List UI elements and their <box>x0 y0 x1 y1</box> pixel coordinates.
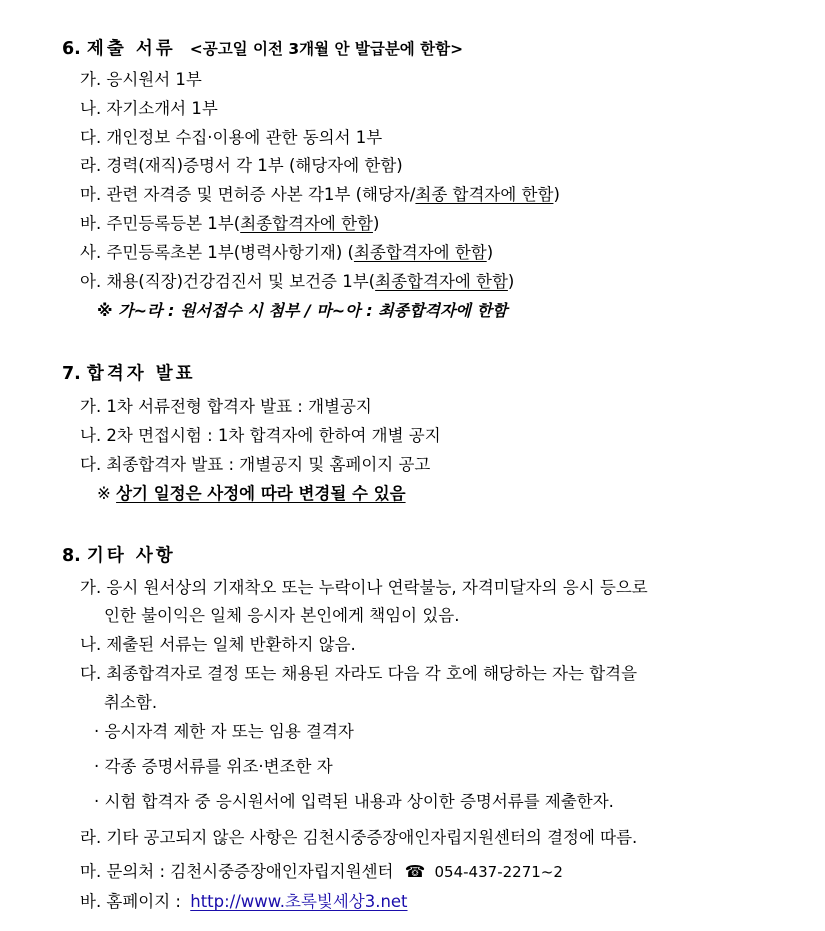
list-item: 다. 최종합격자로 결정 또는 채용된 자라도 다음 각 호에 해당하는 자는 합격을 <box>80 664 638 683</box>
list-item: 나. 제출된 서류는 일체 반환하지 않음. <box>80 635 356 654</box>
list-item: 가. 1차 서류전형 합격자 발표 : 개별공지 <box>80 397 372 416</box>
list-item-text: ) <box>507 272 515 291</box>
list-item: 다. 최종합격자 발표 : 개별공지 및 홈페이지 공고 <box>80 455 431 474</box>
list-item-continuation: 인한 불이익은 일체 응시자 본인에게 책임이 있음. <box>104 606 460 625</box>
list-item-underlined: 최종합격자에 한함 <box>375 272 508 291</box>
homepage-link[interactable]: http://www.초록빛세상3.net <box>190 892 408 911</box>
list-item-continuation: 취소함. <box>104 693 158 712</box>
list-item: 가. 응시원서 1부 <box>80 70 202 89</box>
bullet-item: · 시험 합격자 중 응시원서에 입력된 내용과 상이한 증명서류를 제출한자. <box>94 792 614 811</box>
section-7-heading <box>62 363 196 385</box>
list-item <box>80 184 560 206</box>
list-item <box>80 213 379 235</box>
section-6-title: 제출 서류 <box>86 39 176 59</box>
list-item: 라. 기타 공고되지 않은 사항은 김천시중증장애인자립지원센터의 결정에 따름. <box>80 828 638 847</box>
list-item <box>80 271 514 293</box>
list-item-text: 아. 채용(직장)건강검진서 및 보건증 1부( <box>80 272 376 291</box>
list-item: 나. 자기소개서 1부 <box>80 99 218 118</box>
note-mark: ※ <box>97 484 111 503</box>
section-8-number: 8. <box>62 546 81 566</box>
list-item-text: 사. 주민등록초본 1부(병력사항기재) ( <box>80 243 354 262</box>
section-6-note: ※ 가~라 : 원서접수 시 첨부 / 마~아 : 최종합격자에 한함 <box>97 301 508 320</box>
section-7-number: 7. <box>62 364 81 384</box>
list-item-text: 바. 주민등록등본 1부( <box>80 214 241 233</box>
list-item-underlined: 최종합격자에 한함 <box>240 214 373 233</box>
bullet-item: · 응시자격 제한 자 또는 임용 결격자 <box>94 722 354 741</box>
list-item-text: 마. 관련 자격증 및 면허증 사본 각1부 (해당자/ <box>80 185 416 204</box>
list-item-underlined: 최종 합격자에 한함 <box>415 185 554 204</box>
list-item <box>80 242 493 264</box>
bullet-item: · 각종 증명서류를 위조·변조한 자 <box>94 757 333 776</box>
list-item-text: ) <box>372 214 380 233</box>
homepage-item <box>80 891 408 913</box>
section-8-title: 기타 사항 <box>86 546 176 566</box>
section-7-note <box>97 483 406 505</box>
list-item: 다. 개인정보 수집·이용에 관한 동의서 1부 <box>80 128 383 147</box>
list-item: 가. 응시 원서상의 기재착오 또는 누락이나 연락불능, 자격미달자의 응시 등으로 <box>80 578 648 597</box>
list-item-text: ) <box>486 243 494 262</box>
homepage-label: 바. 홈페이지 : <box>80 892 181 911</box>
section-7-title: 합격자 발표 <box>86 364 196 384</box>
telephone-icon: ☎ <box>404 862 426 881</box>
section-6-number: 6. <box>62 39 81 59</box>
list-item-underlined: 최종합격자에 한함 <box>353 243 487 262</box>
list-item: 나. 2차 면접시험 : 1차 합격자에 한하여 개별 공지 <box>80 426 441 445</box>
section-7-note-text: 상기 일정은 사정에 따라 변경될 수 있음 <box>116 484 406 503</box>
contact-label: 마. 문의처 : 김천시중증장애인자립지원센터 <box>80 862 394 881</box>
section-6-subtitle: <공고일 이전 3개월 안 발급분에 한함> <box>189 40 464 58</box>
section-6-heading <box>62 38 463 60</box>
list-item: 라. 경력(재직)증명서 각 1부 (해당자에 한함) <box>80 156 403 175</box>
contact-item <box>80 861 563 883</box>
list-item-text: ) <box>553 185 560 204</box>
phone-number[interactable]: 054-437-2271~2 <box>434 863 563 881</box>
section-8-heading <box>62 545 176 567</box>
